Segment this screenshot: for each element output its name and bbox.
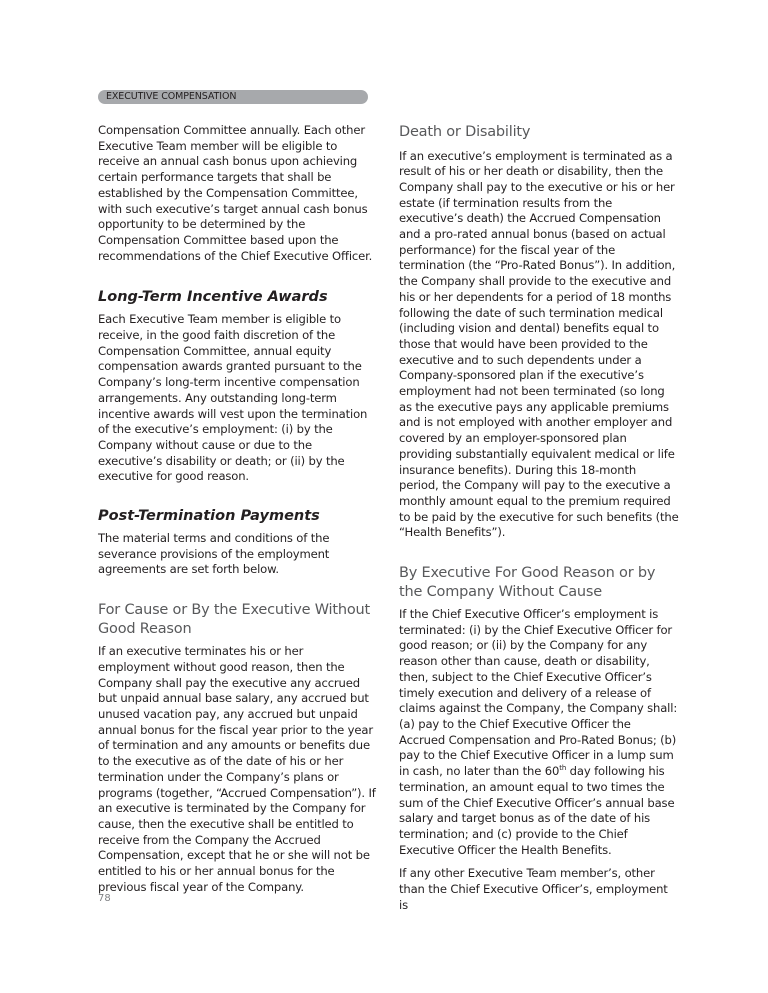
death-disability-body: If an executive’s employment is terminated as a result of his or her death or disability, then the Company shall pay to the executive or his or her estate (if termination results from the executive’s death) the Accrued Compensation and a pro-rated annual bonus (based on actual performance) for the fiscal year of the termination (the “Pro-Rated Bonus”). In addition, the Company shall provide to the executive and his or her dependents for a period of 18 months following the date of such termination medical (including vision and dental) benefits equal to those that would have been provided to the executive and to such dependents under a Company-sponsored plan if the executive’s employment had not been terminated (so long as the executive pays any applicable premiums and is not employed with another employer and covered by an employer-sponsored plan providing substantially equivalent medical or life insurance benefits). During this 18-month period, the Company will pay to the executive a monthly amount equal to the premium required to be paid by the executive for such benefits (the “Health Benefits”).: [399, 148, 679, 540]
good-reason-body-part1: If the Chief Executive Officer’s employment is terminated: (i) by the Chief Executive Officer for good reason; or (ii) by the Company for any reason other than cause, death or disability, then, subject to the Chief Executive Officer’s timely execution and delivery of a release of claims against the Company, the Company shall: (a) pay to the Chief Executive Officer the Accrued Compensation and Pro-Rated Bonus; (b) pay to the Chief Executive Officer in a lump sum in cash, no later than the 60: [399, 607, 678, 779]
for-cause-body: If an executive terminates his or her employment without good reason, then the Company shall pay the executive any accrued but unpaid annual base salary, any accrued but unused vacation pay, any accrued but unpaid annual bonus for the fiscal year prior to the year of termination and any amounts or benefits due to the executive as of the date of his or her termination under the Company’s plans or programs (together, “Accrued Compensation”). If an executive is terminated by the Company for cause, then the executive shall be entitled to receive from the Company the Accrued Compensation, except that he or she will not be entitled to his or her annual bonus for the previous fiscal year of the Company.: [98, 644, 376, 894]
page-number: 78: [98, 893, 111, 904]
good-reason-heading: By Executive For Good Reason or by the Company Without Cause: [399, 565, 656, 600]
ordinal-suffix: th: [559, 764, 567, 773]
good-reason-body: [399, 607, 679, 858]
good-reason-body-part2: day following his termination, an amount equal to two times the sum of the Chief Executive Officer’s annual base salary and target bonus as of the date of his termination; and (c) provide to the Chief Executive Officer the Health Benefits.: [399, 764, 675, 857]
lti-body: Each Executive Team member is eligible to receive, in the good faith discretion of the Compensation Committee, annual equity compensation awards granted pursuant to the Company’s long-term incentive compensation arrangements. Any outstanding long-term incentive awards will vest upon the termination of the executive’s employment: (i) by the Company without cause or due to the executive’s disability or death; or (ii) by the executive for good reason.: [98, 312, 368, 484]
post-termination-body: The material terms and conditions of the severance provisions of the employment agreements are set forth below.: [98, 531, 330, 577]
lti-heading: Long-Term Incentive Awards: [98, 289, 328, 306]
right-column: [399, 123, 679, 913]
death-disability-heading: Death or Disability: [399, 124, 531, 140]
left-column: [98, 123, 378, 895]
post-termination-heading: Post-Termination Payments: [98, 508, 320, 525]
intro-paragraph: Compensation Committee annually. Each other Executive Team member will be eligible to receive an annual cash bonus upon achieving certain performance targets that shall be established by the Compensation Committee, with such executive’s target annual cash bonus opportunity to be determined by the Compensation Committee based upon the recommendations of the Chief Executive Officer.: [98, 123, 373, 263]
other-executive-body: If any other Executive Team member’s, other than the Chief Executive Officer’s, employment is: [399, 866, 668, 912]
section-header-bar: [98, 90, 368, 104]
for-cause-heading: For Cause or By the Executive Without Good Reason: [98, 602, 371, 637]
section-label: EXECUTIVE COMPENSATION: [106, 91, 237, 102]
